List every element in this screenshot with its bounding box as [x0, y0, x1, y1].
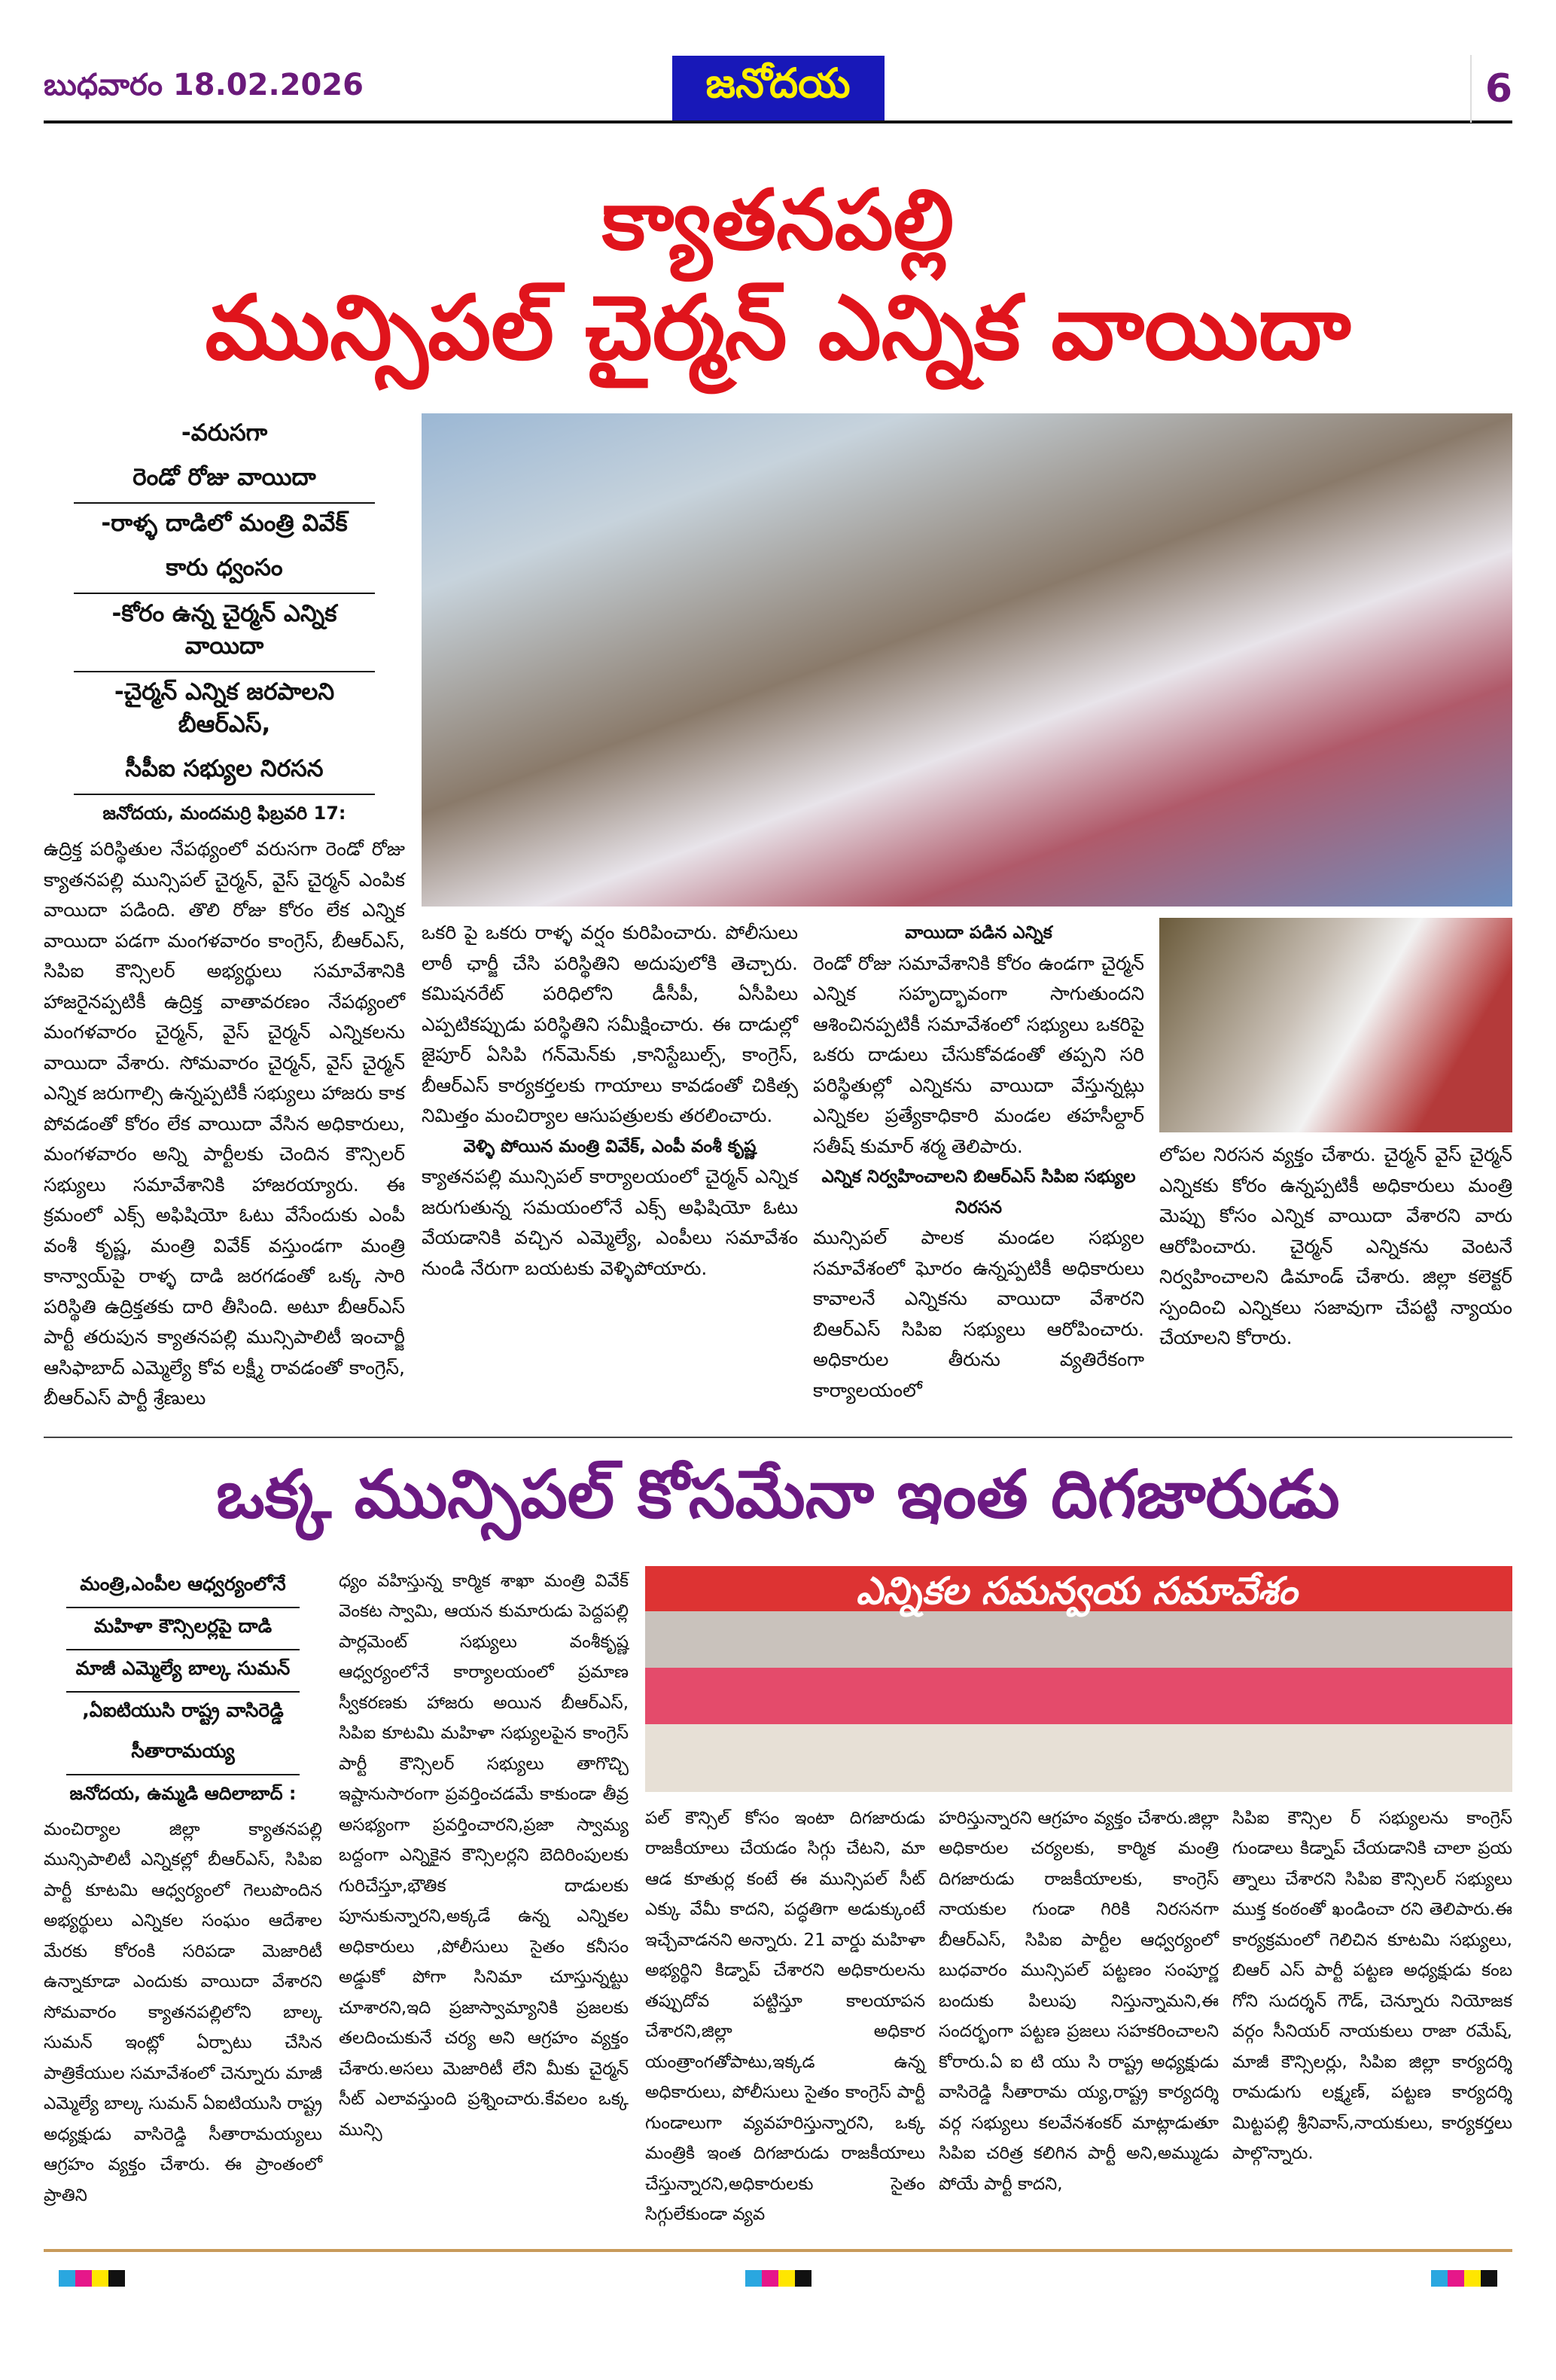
headline-2: ఒక్క మున్సిపల్ కోసమేనా ఇంత దిగజారుడు: [216, 1455, 1340, 1533]
article-column-1: ఉద్రిక్త పరిస్థితుల నేపథ్యంలో వరుసగా రెండో రోజు క్యాతనపల్లి మున్సిపల్ చైర్మన్, వైస్ చైర్మన్ ఎంపిక వాయిదా పడింది. తొలి రోజు కోరం లేక ఎన్నిక వాయిదా పడగా మంగళవారం కాంగ్రెస్, బీఆర్ఎస్, సిపిఐ కౌన్సిలర్ అభ్యర్థులు సమావేశానికి హాజరైనప్పటికీ ఉద్రిక్త వాతావరణం నేపథ్యంలో మంగళవారం చైర్మన్, వైస్ చైర్మన్ ఎన్నికలను వాయిదా వేశారు. సోమవారం చైర్మన్, వైస్ చైర్మన్ ఎన్నిక జరుగాల్సి ఉన్నప్పటికీ సభ్యులు హాజరు కాక పోవడంతో కోరం లేక వాయిదా వేసిన అధికారులు, మంగళవారం అన్ని పార్టీలకు చెందిన కౌన్సిలర్ సభ్యులు సమావేశానికి హాజరయ్యారు. ఈ క్రమంలో ఎక్స్ అఫిషియో ఓటు వేసేందుకు ఎంపీ వంశీ కృష్ణ, మంత్రి వివేక్ వస్తుండగా మంత్రి కాన్వాయ్‌పై రాళ్ళ దాడి జరగడంతో ఒక్క సారి పరిస్థితి ఉద్రిక్తతకు దారి తీసింది. అటూ బీఆర్ఎస్ పార్టీ తరుపున క్యాతనపల్లి మున్సిపాలిటీ ఇంచార్జీ ఆసిఫాబాద్ ఎమ్మెల్యే కోవ లక్ష్మీ రావడంతో కాంగ్రెస్, బీఆర్ఎస్ పార్టీ శ్రేణులు: [44, 838, 405, 1409]
subhead: మాజీ ఎమ్మెల్యే బాల్క సుమన్: [66, 1650, 300, 1693]
subhead: -చైర్మన్ ఎన్నిక జరపాలని బీఆర్ఎస్,: [114, 678, 335, 738]
article2-column-4: హరిస్తున్నారని ఆగ్రహం వ్యక్తం చేశారు.జిల్లా అధికారుల చర్యలకు, కార్మిక మంత్రి దిగజారుడు రాజకీయాలకు, కాంగ్రెస్ నాయకుల గుండా గిరికి నిరసనగా బీఆర్ఎస్, సిపిఐ పార్టీల ఆధ్వర్యంలో బుధవారం మున్సిపల్ పట్టణం సంపూర్ణ బందుకు పిలుపు నిస్తున్నామని,ఈ సందర్భంగా పట్టణ ప్రజలు సహకరించాలని కోరారు.ఏ ఐ టి యు సి రాష్ట్ర అధ్యక్షుడు వాసిరెడ్డి సీతారామ య్య,రాష్ట్ర కార్యదర్శి వర్గ సభ్యులు కలవేనశంకర్ మాట్లాడుతూ సిపిఐ చరిత్ర కలిగిన పార్టీ అని,అమ్ముడు పోయే పార్టీ కాదని,: [939, 1808, 1219, 2194]
page-number: 6: [1484, 66, 1512, 111]
column-subhead: ఎన్నిక నిర్వహించాలని బిఆర్ఎస్ సిపిఐ సభ్యుల నిరసన: [821, 1167, 1136, 1217]
headline-line-2: మున్సిపల్ చైర్మన్ ఎన్నిక వాయిదా: [205, 275, 1351, 379]
article-column-3: [813, 918, 1144, 1406]
dateline: జనోదయ, ఉమ్మడి ఆదిలాబాద్ :: [69, 1782, 297, 1804]
masthead: [44, 0, 1512, 123]
article-1: [44, 413, 1512, 1414]
article2-column-5: సిపిఐ కౌన్సిల ర్ సభ్యులను కాంగ్రెస్ గుండాలు కిడ్నాప్ చేయడానికి చాలా ప్రయ త్నాలు చేశారని సిపిఐ కౌన్సిలర్ సభ్యులు ముక్త కంఠంతో ఖండించా రని తెలిపారు.ఈ కార్యక్రమంలో గెలిచిన కూటమి సభ్యులు, బిఆర్ ఎస్ పార్టీ పట్టణ అధ్యక్షుడు కంబ గోని సుదర్శన్ గౌడ్, చెన్నూరు నియోజక వర్గం సీనియర్ నాయకులు రాజా రమేష్, మాజీ కౌన్సిలర్లు, సిపిఐ జిల్లా కార్యదర్శి రామడుగు లక్ష్మణ్, పట్టణ కార్యదర్శి మిట్టపల్లి శ్రీనివాస్,నాయకులు, కార్యకర్తలు పాల్గొన్నారు.: [1232, 1808, 1512, 2163]
protest-photo: [422, 413, 1512, 907]
article-1-columns: [422, 918, 1512, 1406]
document-photo: [1159, 918, 1512, 1132]
newspaper-logo: జనోదయ: [672, 56, 885, 120]
body-text: క్యాతనపల్లి మున్సిపల్ కార్యాలయంలో చైర్మన్ ఎన్నిక జరుగుతున్న సమయంలోనే ఎక్స్ అఫిషియో ఓటు వేయడానికి వచ్చిన ఎమ్మెల్యే, ఎంపీలు సమావేశం నుండి నేరుగా బయటకు వెళ్ళిపోయారు.: [422, 1166, 798, 1279]
subhead: సీపీఐ సభ్యుల నిరసన: [74, 749, 375, 795]
issue-date: బుధవారం 18.02.2026: [44, 67, 364, 102]
subheadlines-2: [44, 1566, 322, 2211]
headline-line-1: క్యాతనపల్లి: [601, 172, 955, 268]
body-text: ఒకరి పై ఒకరు రాళ్ళ వర్షం కురిపించారు. పోలీసులు లాఠీ ఛార్జీ చేసి పరిస్థితిని అదుపులోకి తెచ్చారు. కమిషనరేట్ పరిధిలోని డీసీపీ, ఏసీపిలు ఎప్పటికప్పుడు పరిస్థితిని సమీక్షించారు. ఈ దాడుల్లో జైపూర్ ఏసిపి గన్‌మెన్‌కు ,కానిస్టేబుల్స్, కాంగ్రెస్, బీఆర్ఎస్ కార్యకర్తలకు గాయాలు కావడంతో చికిత్స నిమిత్తం మంచిర్యాల ఆసుపత్రులకు తరలించారు.: [422, 922, 798, 1126]
article-2-columns: [645, 1803, 1512, 2230]
body-text: రెండో రోజు సమావేశానికి కోరం ఉండగా చైర్మన్ ఎన్నిక సహృద్భావంగా సాగుతుందని ఆశించినప్పటికీ సమావేశంలో సభ్యులు ఒకరిపై ఒకరు దాడులు చేసుకోవడంతో తప్పని సరి పరిస్థితుల్లో ఎన్నికను వాయిదా వేస్తున్నట్లు ఎన్నికల ప్రత్యేకాధికారి మండల తహసీల్దార్ సతీష్ కుమార్ శర్మ తెలిపారు.: [813, 952, 1144, 1157]
registration-marks-row: [44, 2252, 1512, 2290]
article2-column-1: మంచిర్యాల జిల్లా క్యాతనపల్లి మున్సిపాలిటీ ఎన్నికల్లో బీఆర్ఎస్, సిపిఐ పార్టీ కూటమి ఆధ్వర్యంలో గెలుపొందిన అభ్యర్థులు ఎన్నికల సంఘం ఆదేశాల మేరకు కోరంకి సరిపడా మెజారిటీ ఉన్నాకూడా ఎందుకు వాయిదా వేశారని సోమవారం క్యాతనపల్లిలోని బాల్క సుమన్ ఇంట్లో ఏర్పాటు చేసిన పాత్రికేయుల సమావేశంలో చెన్నూరు మాజీ ఎమ్మెల్యే బాల్క సుమన్ ఏఐటియుసి రాష్ట్ర అధ్యక్షుడు వాసిరెడ్డి సీతారామయ్యలు ఆగ్రహం వ్యక్తం చేశారు. ఈ ప్రాంతంలో ప్రాతిని: [44, 1819, 322, 2205]
color-registration-marks: [1431, 2270, 1497, 2290]
subhead: -కోరం ఉన్న చైర్మన్ ఎన్నిక వాయిదా: [74, 594, 375, 672]
photo-banner-text: ఎన్నికల సమన్వయ సమావేశం: [856, 1568, 1298, 1613]
article-1-right: [422, 413, 1512, 1406]
page-number-area: [885, 55, 1513, 123]
article-column-4-wrap: [1159, 918, 1512, 1354]
column-subhead: వెళ్ళి పోయిన మంత్రి వివేక్, ఎంపీ వంశీ కృష్ణ: [463, 1136, 757, 1156]
divider: [1470, 55, 1472, 123]
subhead: -వరుసగా: [181, 419, 268, 446]
column-subhead: వాయిదా పడిన ఎన్నిక: [905, 923, 1052, 943]
article-2: [44, 1566, 1512, 2230]
color-registration-marks: [745, 2270, 811, 2290]
article-column-4: లోపల నిరసన వ్యక్తం చేశారు. చైర్మన్ వైస్ చైర్మన్ ఎన్నికకు కోరం ఉన్నప్పటికీ అధికారులు మంత్రి మెప్పు కోసం ఎన్నిక వాయిదా వేశారని వారు ఆరోపించారు. చైర్మన్ ఎన్నికను వెంటనే నిర్వహించాలని డిమాండ్ చేశారు. జిల్లా కలెక్టర్ స్పందించి ఎన్నికలు సజావుగా చేపట్టి న్యాయం చేయాలని కోరారు.: [1159, 1144, 1512, 1348]
subhead: సీతారామయ్య: [66, 1733, 300, 1775]
body-text: మున్సిపల్ పాలక మండల సభ్యుల సమావేశంలో ఘోరం ఉన్నప్పటికీ అధికారులు కావాలనే ఎన్నికను వాయిదా వేశారని బిఆర్ఎస్ సిపిఐ సభ్యులు ఆరోపించారు. అధికారుల తీరును వ్యతిరేకంగా కార్యాలయంలో: [813, 1227, 1144, 1401]
press-meet-photo: [645, 1566, 1512, 1792]
divider: [44, 1437, 1512, 1438]
article-column-2: [422, 918, 798, 1284]
subhead: మహిళా కౌన్సిలర్లపై దాడి: [66, 1608, 300, 1650]
subhead: రెండో రోజు వాయిదా: [74, 458, 375, 504]
article2-column-3: పల్ కౌన్సిల్ కోసం ఇంటా దిగజారుడు రాజకీయాలు చేయడం సిగ్గు చేటని, మా ఆడ కూతుర్ల కంటే ఈ మున్సిపల్ సీట్ ఎక్కు వేమీ కాదని, పద్ధతిగా అడుక్కుంటే ఇచ్చేవాడనని అన్నారు. 21 వార్డు మహిళా అభ్యర్థిని కిడ్నాప్ చేశారని అధికారులను తప్పుదోవ పట్టిస్తూ కాలయాపన చేశారని,జిల్లా అధికార యంత్రాంగతోపాటు,ఇక్కడ ఉన్న అధికారులు, పోలీసులు సైతం కాంగ్రెస్ పార్టీ గుండాలుగా వ్యవహరిస్తున్నారని, ఒక్క మంత్రికి ఇంత దిగజారుడు రాజకీయాలు చేస్తున్నారని,అధికారులకు సైతం సిగ్గులేకుండా వ్యవ: [645, 1808, 925, 2224]
subhead: -రాళ్ళ దాడిలో మంత్రి వివేక్: [101, 510, 348, 537]
article-2-right: [645, 1566, 1512, 2230]
subhead: కారు ధ్వంసం: [74, 548, 375, 594]
subhead: ,ఏఐటియుసి రాష్ట్ర వాసిరెడ్డి: [82, 1699, 284, 1721]
color-registration-marks: [59, 2270, 125, 2290]
article2-column-2: ధ్యం వహిస్తున్న కార్మిక శాఖా మంత్రి వివేక్ వెంకట స్వామి, ఆయన కుమారుడు పెద్దపల్లి పార్లమెంట్ సభ్యులు వంశీకృష్ణ ఆధ్వర్యంలోనే కార్యాలయంలో ప్రమాణ స్వీకరణకు హాజరు అయిన బీఆర్ఎస్, సిపిఐ కూటమి మహిళా సభ్యులపైన కాంగ్రెస్ పార్టీ కౌన్సిలర్ సభ్యులు తాగొచ్చి ఇష్టానుసారంగా ప్రవర్తించడమే కాకుండా తీవ్ర అసభ్యంగా ప్రవర్తించారని,ప్రజా స్వామ్య బద్దంగా ఎన్నికైన కౌన్సిలర్లని బెదిరింపులకు గురిచేస్తూ,భౌతిక దాడులకు పూనుకున్నారని,అక్కడే ఉన్న ఎన్నికల అధికారులు ,పోలీసులు సైతం కనీసం అడ్డుకో పోగా సినిమా చూస్తున్నట్టు చూశారని,ఇది ప్రజాస్వామ్యానికి ప్రజలకు తలదించుకునే చర్య అని ఆగ్రహం వ్యక్తం చేశారు.అసలు మెజారిటీ లేని మీకు చైర్మన్ సీట్ ఎలావస్తుంది ప్రశ్నించారు.కేవలం ఒక్క మున్సి: [339, 1571, 629, 2140]
subhead: మంత్రి,ఎంపీల ఆధ్వర్యంలోనే: [66, 1566, 300, 1608]
dateline: జనోదయ, మందమర్రి ఫిబ్రవరి 17:: [102, 803, 346, 824]
subheadlines: [44, 413, 405, 1414]
